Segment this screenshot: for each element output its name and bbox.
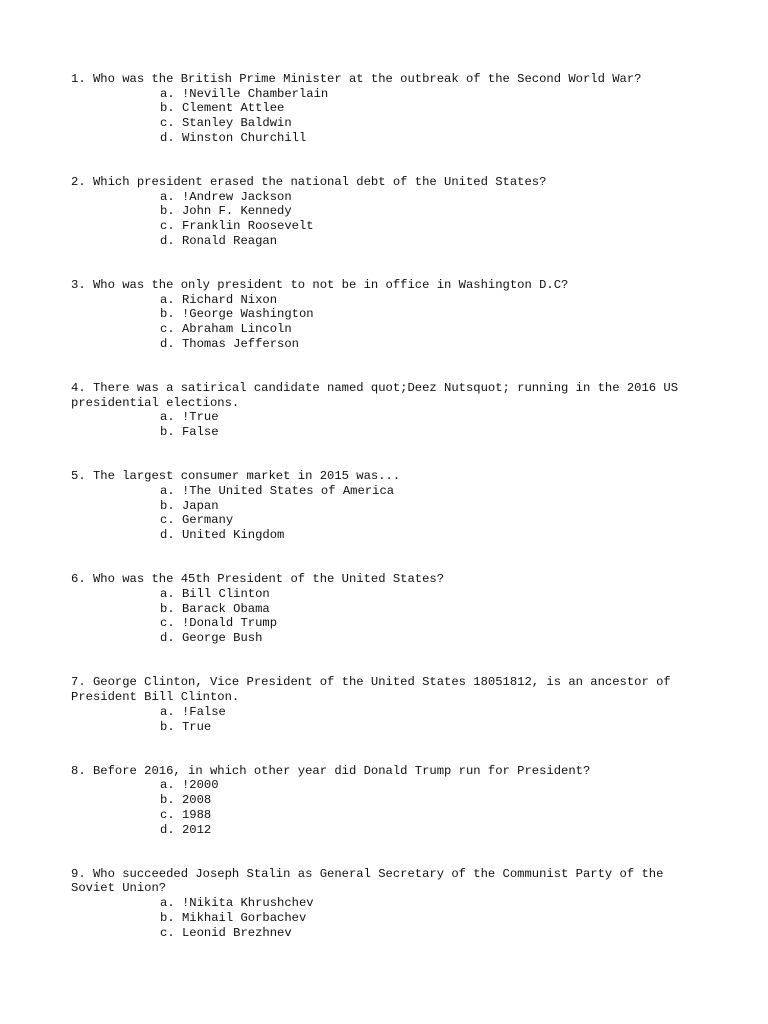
option-letter: b. [160, 307, 175, 322]
answer-option-a [71, 190, 711, 205]
option-text: False [181, 425, 219, 440]
question-number: 9. [71, 866, 86, 881]
answer-option-d [71, 631, 711, 646]
option-letter: c. [160, 322, 175, 337]
question-number: 2. [71, 175, 86, 190]
question-number: 6. [71, 572, 86, 587]
question-prompt: Who was the only president to not be in office in Washington D.C? [92, 278, 569, 293]
option-text: Germany [181, 513, 234, 528]
option-text: !2000 [181, 778, 219, 793]
option-letter: a. [160, 86, 175, 101]
option-text: George Bush [181, 631, 263, 646]
option-text: 2008 [181, 793, 212, 808]
question-text [71, 764, 711, 779]
question-text [71, 572, 711, 587]
question-number: 8. [71, 763, 86, 778]
option-text: True [181, 719, 212, 734]
option-letter: a. [160, 778, 175, 793]
option-text: Leonid Brezhnev [181, 925, 292, 940]
answer-option-b [71, 307, 711, 322]
option-letter: b. [160, 498, 175, 513]
option-text: !Donald Trump [181, 616, 278, 631]
question-5 [71, 469, 711, 543]
option-letter: a. [160, 410, 175, 425]
answer-option-c [71, 513, 711, 528]
question-number: 5. [71, 469, 86, 484]
option-letter: b. [160, 204, 175, 219]
option-text: 1988 [181, 807, 212, 822]
option-letter: a. [160, 292, 175, 307]
answer-option-a [71, 410, 711, 425]
answer-option-d [71, 337, 711, 352]
answer-option-b [71, 499, 711, 514]
option-letter: b. [160, 601, 175, 616]
option-letter: b. [160, 719, 175, 734]
option-letter: b. [160, 101, 175, 116]
option-text: Mikhail Gorbachev [181, 910, 307, 925]
answer-option-d [71, 234, 711, 249]
answer-option-a [71, 896, 711, 911]
option-text: Winston Churchill [181, 130, 307, 145]
option-text: Franklin Roosevelt [181, 219, 314, 234]
option-text: United Kingdom [181, 528, 285, 543]
question-4 [71, 381, 711, 440]
answer-option-d [71, 528, 711, 543]
option-letter: c. [160, 925, 175, 940]
option-letter: a. [160, 587, 175, 602]
answer-option-b [71, 793, 711, 808]
option-text: !True [181, 410, 219, 425]
answer-option-b [71, 204, 711, 219]
option-letter: a. [160, 189, 175, 204]
option-text: !Andrew Jackson [181, 189, 292, 204]
answer-option-c [71, 616, 711, 631]
option-letter: d. [160, 233, 175, 248]
option-letter: d. [160, 528, 175, 543]
question-number: 7. [71, 675, 86, 690]
answer-option-c [71, 219, 711, 234]
option-text: Stanley Baldwin [181, 116, 292, 131]
question-prompt: Who was the British Prime Minister at the outbreak of the Second World War? [92, 72, 642, 86]
answer-option-b [71, 425, 711, 440]
answer-option-c [71, 926, 711, 941]
question-1 [71, 72, 711, 146]
question-2 [71, 175, 711, 249]
question-9 [71, 867, 711, 941]
answer-option-b [71, 602, 711, 617]
option-letter: d. [160, 822, 175, 837]
question-number: 1. [71, 72, 86, 86]
answer-option-a [71, 587, 711, 602]
question-prompt: Who succeeded Joseph Stalin as General Secretary of the Communist Party of the Soviet Union? [71, 866, 671, 896]
option-letter: c. [160, 807, 175, 822]
option-text: Barack Obama [181, 601, 270, 616]
question-text [71, 278, 711, 293]
answer-option-a [71, 87, 711, 102]
option-text: !George Washington [181, 307, 314, 322]
question-text [71, 469, 711, 484]
option-text: Bill Clinton [181, 587, 270, 602]
option-text: !The United States of America [181, 484, 395, 499]
option-text: Richard Nixon [181, 292, 278, 307]
question-number: 3. [71, 278, 86, 293]
question-text [71, 72, 711, 87]
option-text: !Nikita Khrushchev [181, 896, 314, 911]
question-prompt: The largest consumer market in 2015 was... [92, 469, 401, 484]
option-letter: c. [160, 513, 175, 528]
option-letter: c. [160, 616, 175, 631]
option-letter: c. [160, 219, 175, 234]
question-text [71, 675, 711, 704]
option-text: Japan [181, 498, 219, 513]
option-text: John F. Kennedy [181, 204, 292, 219]
question-prompt: Who was the 45th President of the United States? [92, 572, 445, 587]
answer-option-a [71, 484, 711, 499]
option-letter: b. [160, 793, 175, 808]
answer-option-b [71, 911, 711, 926]
answer-option-c [71, 808, 711, 823]
option-letter: a. [160, 896, 175, 911]
answer-option-a [71, 293, 711, 308]
answer-option-a [71, 705, 711, 720]
question-text [71, 867, 711, 896]
question-3 [71, 278, 711, 352]
option-letter: a. [160, 484, 175, 499]
option-text: Clement Attlee [181, 101, 285, 116]
option-letter: b. [160, 425, 175, 440]
option-text: 2012 [181, 822, 212, 837]
answer-option-c [71, 322, 711, 337]
answer-option-c [71, 116, 711, 131]
option-letter: c. [160, 116, 175, 131]
quiz-document [71, 72, 711, 970]
option-letter: a. [160, 704, 175, 719]
question-7 [71, 675, 711, 734]
option-letter: b. [160, 910, 175, 925]
answer-option-b [71, 101, 711, 116]
question-prompt: Which president erased the national debt of the United States? [92, 175, 547, 190]
option-text: !False [181, 704, 226, 719]
option-letter: d. [160, 631, 175, 646]
question-6 [71, 572, 711, 646]
answer-option-b [71, 720, 711, 735]
option-text: Abraham Lincoln [181, 322, 292, 337]
answer-option-a [71, 778, 711, 793]
question-prompt: Before 2016, in which other year did Donald Trump run for President? [92, 763, 591, 778]
question-text [71, 175, 711, 190]
question-number: 4. [71, 381, 86, 396]
question-8 [71, 764, 711, 838]
option-text: !Neville Chamberlain [181, 86, 329, 101]
question-text [71, 381, 711, 410]
option-text: Thomas Jefferson [181, 336, 299, 351]
option-text: Ronald Reagan [181, 233, 278, 248]
answer-option-d [71, 131, 711, 146]
question-prompt: George Clinton, Vice President of the United States 18051812, is an ancestor of President Bill Clinton. [71, 675, 679, 705]
answer-option-d [71, 823, 711, 838]
option-letter: d. [160, 130, 175, 145]
question-prompt: There was a satirical candidate named quot;Deez Nutsquot; running in the 2016 US presidential elections. [71, 381, 686, 410]
option-letter: d. [160, 336, 175, 351]
